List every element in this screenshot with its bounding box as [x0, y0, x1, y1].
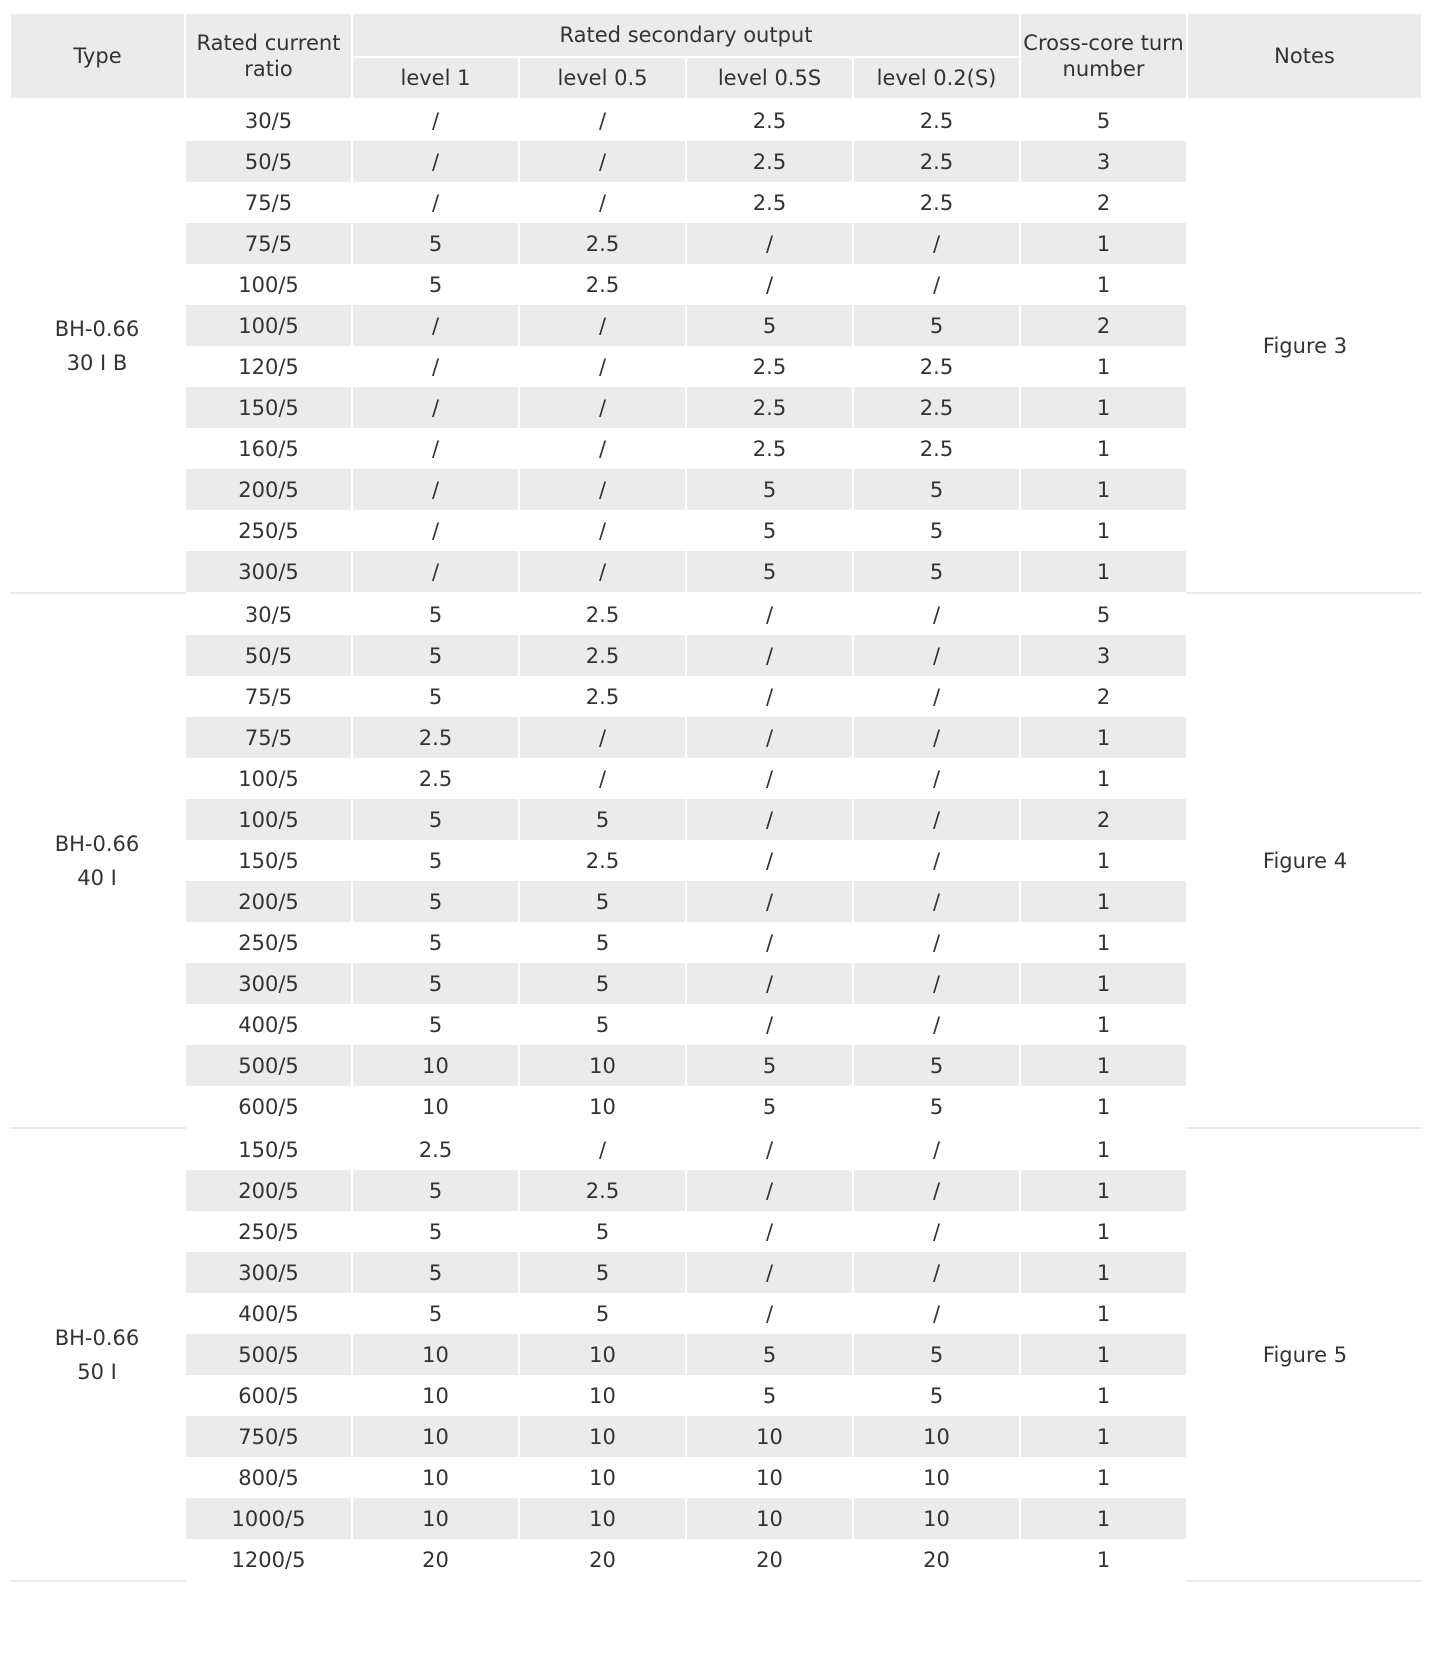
level-0-2s-cell: /	[853, 593, 1020, 635]
turn-number-cell: 1	[1020, 922, 1187, 963]
level-0-5-cell: 5	[519, 1211, 686, 1252]
level-0-5-cell: /	[519, 551, 686, 593]
level-0-5-cell: /	[519, 305, 686, 346]
level-0-5-cell: 10	[519, 1498, 686, 1539]
level-0-5-cell: 2.5	[519, 676, 686, 717]
level-0-5s-cell: /	[686, 1211, 853, 1252]
level-1-cell: 5	[352, 1252, 519, 1293]
type-variant: 50 I	[77, 1359, 117, 1384]
turn-number-cell: 1	[1020, 1170, 1187, 1211]
level-0-5-cell: 20	[519, 1539, 686, 1581]
turn-number-cell: 3	[1020, 635, 1187, 676]
ratio-cell: 400/5	[185, 1293, 352, 1334]
turn-number-cell: 1	[1020, 1086, 1187, 1128]
level-0-2s-cell: 5	[853, 469, 1020, 510]
level-0-5s-cell: /	[686, 676, 853, 717]
level-0-2s-cell: /	[853, 1293, 1020, 1334]
level-0-5s-cell: 10	[686, 1498, 853, 1539]
level-0-5-cell: 5	[519, 799, 686, 840]
level-1-cell: 10	[352, 1045, 519, 1086]
level-0-2s-cell: 2.5	[853, 99, 1020, 141]
level-0-2s-cell: /	[853, 1252, 1020, 1293]
level-1-cell: 20	[352, 1539, 519, 1581]
level-0-5-cell: 5	[519, 963, 686, 1004]
ratio-cell: 100/5	[185, 305, 352, 346]
ratio-cell: 100/5	[185, 264, 352, 305]
ratio-cell: 300/5	[185, 963, 352, 1004]
level-0-5-cell: 5	[519, 922, 686, 963]
notes-cell: Figure 3	[1187, 99, 1422, 593]
ratio-cell: 200/5	[185, 881, 352, 922]
ratio-cell: 500/5	[185, 1334, 352, 1375]
level-1-cell: 5	[352, 881, 519, 922]
level-0-5-cell: 10	[519, 1045, 686, 1086]
table-group	[10, 99, 1422, 593]
level-0-2s-cell: 10	[853, 1498, 1020, 1539]
ratio-cell: 50/5	[185, 141, 352, 182]
level-1-cell: 10	[352, 1498, 519, 1539]
level-0-5-cell: /	[519, 510, 686, 551]
ratio-cell: 750/5	[185, 1416, 352, 1457]
level-0-2s-cell: /	[853, 1170, 1020, 1211]
turn-number-cell: 1	[1020, 963, 1187, 1004]
level-1-cell: /	[352, 428, 519, 469]
level-1-cell: 10	[352, 1375, 519, 1416]
ratio-cell: 300/5	[185, 551, 352, 593]
ratio-cell: 250/5	[185, 1211, 352, 1252]
level-0-5s-cell: /	[686, 635, 853, 676]
level-0-5s-cell: 5	[686, 1375, 853, 1416]
table-group	[10, 1128, 1422, 1581]
turn-number-cell: 5	[1020, 99, 1187, 141]
level-0-5-cell: 10	[519, 1334, 686, 1375]
ratio-cell: 150/5	[185, 840, 352, 881]
level-0-2s-cell: /	[853, 676, 1020, 717]
level-0-2s-cell: 20	[853, 1539, 1020, 1581]
level-0-5-cell: 10	[519, 1416, 686, 1457]
level-1-cell: 10	[352, 1334, 519, 1375]
turn-number-cell: 1	[1020, 510, 1187, 551]
level-0-2s-cell: /	[853, 758, 1020, 799]
level-0-5s-cell: 2.5	[686, 141, 853, 182]
level-1-cell: 5	[352, 264, 519, 305]
turn-number-cell: 1	[1020, 346, 1187, 387]
level-0-5s-cell: 2.5	[686, 387, 853, 428]
ratio-cell: 150/5	[185, 387, 352, 428]
level-0-5s-cell: 2.5	[686, 182, 853, 223]
level-1-cell: 5	[352, 799, 519, 840]
level-1-cell: /	[352, 387, 519, 428]
level-0-5s-cell: 2.5	[686, 428, 853, 469]
level-0-5-cell: 2.5	[519, 223, 686, 264]
level-0-2s-cell: 10	[853, 1457, 1020, 1498]
turn-number-cell: 1	[1020, 840, 1187, 881]
level-0-2s-cell: /	[853, 881, 1020, 922]
level-0-5s-cell: /	[686, 963, 853, 1004]
header-cross-core-turn-number: Cross-core turn number	[1020, 13, 1187, 99]
ratio-cell: 400/5	[185, 1004, 352, 1045]
turn-number-cell: 1	[1020, 717, 1187, 758]
level-0-5s-cell: /	[686, 1170, 853, 1211]
ratio-cell: 75/5	[185, 182, 352, 223]
level-0-5-cell: 5	[519, 1004, 686, 1045]
turn-number-cell: 2	[1020, 305, 1187, 346]
level-0-5-cell: 5	[519, 1293, 686, 1334]
header-notes: Notes	[1187, 13, 1422, 99]
level-1-cell: 5	[352, 1170, 519, 1211]
ratio-cell: 160/5	[185, 428, 352, 469]
type-model: BH-0.66	[54, 831, 140, 856]
header-rated-secondary-output: Rated secondary output	[352, 13, 1020, 57]
level-0-5-cell: 10	[519, 1457, 686, 1498]
table-row	[10, 1128, 1422, 1170]
level-1-cell: 10	[352, 1457, 519, 1498]
ratio-cell: 50/5	[185, 635, 352, 676]
ratio-cell: 600/5	[185, 1375, 352, 1416]
level-0-5-cell: /	[519, 717, 686, 758]
level-0-2s-cell: 2.5	[853, 387, 1020, 428]
level-0-5s-cell: /	[686, 1252, 853, 1293]
level-0-2s-cell: /	[853, 1211, 1020, 1252]
turn-number-cell: 1	[1020, 387, 1187, 428]
level-1-cell: 5	[352, 963, 519, 1004]
ratio-cell: 75/5	[185, 223, 352, 264]
turn-number-cell: 3	[1020, 141, 1187, 182]
turn-number-cell: 1	[1020, 1416, 1187, 1457]
level-0-2s-cell: /	[853, 635, 1020, 676]
level-1-cell: 2.5	[352, 1128, 519, 1170]
level-0-5-cell: 2.5	[519, 264, 686, 305]
level-0-5-cell: 10	[519, 1086, 686, 1128]
turn-number-cell: 1	[1020, 1457, 1187, 1498]
level-0-5s-cell: 2.5	[686, 346, 853, 387]
ratio-cell: 300/5	[185, 1252, 352, 1293]
level-0-2s-cell: /	[853, 840, 1020, 881]
ratio-cell: 150/5	[185, 1128, 352, 1170]
level-1-cell: 10	[352, 1416, 519, 1457]
ratio-cell: 200/5	[185, 469, 352, 510]
level-0-5s-cell: 20	[686, 1539, 853, 1581]
turn-number-cell: 1	[1020, 1128, 1187, 1170]
level-0-2s-cell: 10	[853, 1416, 1020, 1457]
level-0-5s-cell: 5	[686, 469, 853, 510]
ratio-cell: 75/5	[185, 717, 352, 758]
level-0-5-cell: /	[519, 346, 686, 387]
level-0-5-cell: /	[519, 141, 686, 182]
notes-cell: Figure 4	[1187, 593, 1422, 1128]
level-0-5s-cell: 5	[686, 1334, 853, 1375]
level-0-2s-cell: 5	[853, 1086, 1020, 1128]
level-1-cell: 5	[352, 676, 519, 717]
ratio-cell: 200/5	[185, 1170, 352, 1211]
type-cell	[10, 593, 185, 1128]
level-1-cell: /	[352, 510, 519, 551]
turn-number-cell: 1	[1020, 264, 1187, 305]
level-0-5s-cell: /	[686, 717, 853, 758]
level-0-2s-cell: 2.5	[853, 141, 1020, 182]
level-0-5-cell: /	[519, 758, 686, 799]
level-1-cell: 2.5	[352, 758, 519, 799]
turn-number-cell: 1	[1020, 1004, 1187, 1045]
table-row	[10, 593, 1422, 635]
level-0-5s-cell: /	[686, 593, 853, 635]
turn-number-cell: 5	[1020, 593, 1187, 635]
level-0-5-cell: 2.5	[519, 635, 686, 676]
turn-number-cell: 2	[1020, 182, 1187, 223]
ratio-cell: 30/5	[185, 99, 352, 141]
level-0-5-cell: /	[519, 469, 686, 510]
type-model: BH-0.66	[54, 317, 140, 341]
level-0-5s-cell: 5	[686, 1045, 853, 1086]
header-level-0-2s: level 0.2(S)	[853, 57, 1020, 99]
notes-cell: Figure 5	[1187, 1128, 1422, 1581]
header-level-0-5s: level 0.5S	[686, 57, 853, 99]
level-0-5s-cell: /	[686, 223, 853, 264]
level-0-5s-cell: 10	[686, 1416, 853, 1457]
turn-number-cell: 1	[1020, 1293, 1187, 1334]
turn-number-cell: 1	[1020, 469, 1187, 510]
level-0-5s-cell: 5	[686, 1086, 853, 1128]
level-0-5s-cell: /	[686, 1004, 853, 1045]
level-1-cell: /	[352, 551, 519, 593]
header-type: Type	[10, 13, 185, 99]
level-0-5-cell: 5	[519, 881, 686, 922]
spec-table	[9, 12, 1423, 1582]
level-0-5s-cell: 5	[686, 551, 853, 593]
ratio-cell: 1000/5	[185, 1498, 352, 1539]
level-0-5s-cell: /	[686, 840, 853, 881]
level-0-5-cell: 2.5	[519, 840, 686, 881]
level-0-2s-cell: /	[853, 963, 1020, 1004]
level-0-2s-cell: /	[853, 223, 1020, 264]
turn-number-cell: 2	[1020, 676, 1187, 717]
level-1-cell: 5	[352, 635, 519, 676]
level-0-2s-cell: /	[853, 264, 1020, 305]
turn-number-cell: 1	[1020, 1539, 1187, 1581]
turn-number-cell: 1	[1020, 1375, 1187, 1416]
level-0-2s-cell: 2.5	[853, 182, 1020, 223]
level-0-5-cell: /	[519, 1128, 686, 1170]
ratio-cell: 75/5	[185, 676, 352, 717]
turn-number-cell: 1	[1020, 428, 1187, 469]
level-1-cell: /	[352, 182, 519, 223]
level-0-5-cell: /	[519, 428, 686, 469]
level-0-5-cell: 2.5	[519, 593, 686, 635]
level-1-cell: 5	[352, 593, 519, 635]
ratio-cell: 800/5	[185, 1457, 352, 1498]
level-0-5-cell: 10	[519, 1375, 686, 1416]
level-0-2s-cell: 5	[853, 551, 1020, 593]
level-0-5-cell: /	[519, 182, 686, 223]
level-0-5-cell: /	[519, 387, 686, 428]
ratio-cell: 100/5	[185, 758, 352, 799]
level-0-5s-cell: /	[686, 922, 853, 963]
level-0-2s-cell: /	[853, 922, 1020, 963]
ratio-cell: 500/5	[185, 1045, 352, 1086]
level-1-cell: 5	[352, 840, 519, 881]
level-0-2s-cell: 5	[853, 1334, 1020, 1375]
level-0-5-cell: /	[519, 99, 686, 141]
level-0-5s-cell: 10	[686, 1457, 853, 1498]
level-1-cell: /	[352, 346, 519, 387]
level-0-2s-cell: 5	[853, 1375, 1020, 1416]
ratio-cell: 120/5	[185, 346, 352, 387]
level-1-cell: /	[352, 305, 519, 346]
level-0-5s-cell: /	[686, 881, 853, 922]
turn-number-cell: 1	[1020, 223, 1187, 264]
level-0-5s-cell: /	[686, 758, 853, 799]
level-1-cell: 5	[352, 223, 519, 264]
table-header	[10, 13, 1422, 99]
table-group	[10, 593, 1422, 1128]
level-0-2s-cell: /	[853, 799, 1020, 840]
ratio-cell: 250/5	[185, 922, 352, 963]
table-row	[10, 99, 1422, 141]
type-cell	[10, 99, 185, 593]
level-1-cell: /	[352, 141, 519, 182]
turn-number-cell: 1	[1020, 1211, 1187, 1252]
level-1-cell: /	[352, 99, 519, 141]
turn-number-cell: 1	[1020, 551, 1187, 593]
level-0-2s-cell: 5	[853, 510, 1020, 551]
level-0-2s-cell: /	[853, 1004, 1020, 1045]
type-variant: 40 I	[77, 865, 117, 890]
turn-number-cell: 1	[1020, 758, 1187, 799]
level-0-2s-cell: 2.5	[853, 346, 1020, 387]
level-1-cell: 5	[352, 1004, 519, 1045]
level-0-2s-cell: 5	[853, 305, 1020, 346]
header-rated-current-ratio: Rated current ratio	[185, 13, 352, 99]
type-variant: 30 I B	[66, 351, 128, 375]
level-1-cell: 2.5	[352, 717, 519, 758]
type-cell	[10, 1128, 185, 1581]
level-0-5s-cell: 5	[686, 510, 853, 551]
level-0-5s-cell: /	[686, 264, 853, 305]
level-0-5s-cell: /	[686, 1293, 853, 1334]
turn-number-cell: 2	[1020, 799, 1187, 840]
ratio-cell: 30/5	[185, 593, 352, 635]
level-1-cell: 10	[352, 1086, 519, 1128]
level-1-cell: 5	[352, 1293, 519, 1334]
level-0-5s-cell: /	[686, 799, 853, 840]
ratio-cell: 250/5	[185, 510, 352, 551]
level-0-5-cell: 5	[519, 1252, 686, 1293]
header-level-1: level 1	[352, 57, 519, 99]
level-0-5-cell: 2.5	[519, 1170, 686, 1211]
level-0-2s-cell: /	[853, 717, 1020, 758]
turn-number-cell: 1	[1020, 1498, 1187, 1539]
level-0-5s-cell: 2.5	[686, 99, 853, 141]
turn-number-cell: 1	[1020, 1252, 1187, 1293]
level-0-2s-cell: 2.5	[853, 428, 1020, 469]
header-level-0-5: level 0.5	[519, 57, 686, 99]
level-1-cell: 5	[352, 922, 519, 963]
ratio-cell: 600/5	[185, 1086, 352, 1128]
turn-number-cell: 1	[1020, 1334, 1187, 1375]
level-0-2s-cell: 5	[853, 1045, 1020, 1086]
turn-number-cell: 1	[1020, 1045, 1187, 1086]
ratio-cell: 1200/5	[185, 1539, 352, 1581]
level-0-5s-cell: 5	[686, 305, 853, 346]
turn-number-cell: 1	[1020, 881, 1187, 922]
level-0-5s-cell: /	[686, 1128, 853, 1170]
level-0-2s-cell: /	[853, 1128, 1020, 1170]
level-1-cell: 5	[352, 1211, 519, 1252]
ratio-cell: 100/5	[185, 799, 352, 840]
level-1-cell: /	[352, 469, 519, 510]
type-model: BH-0.66	[54, 1325, 140, 1350]
